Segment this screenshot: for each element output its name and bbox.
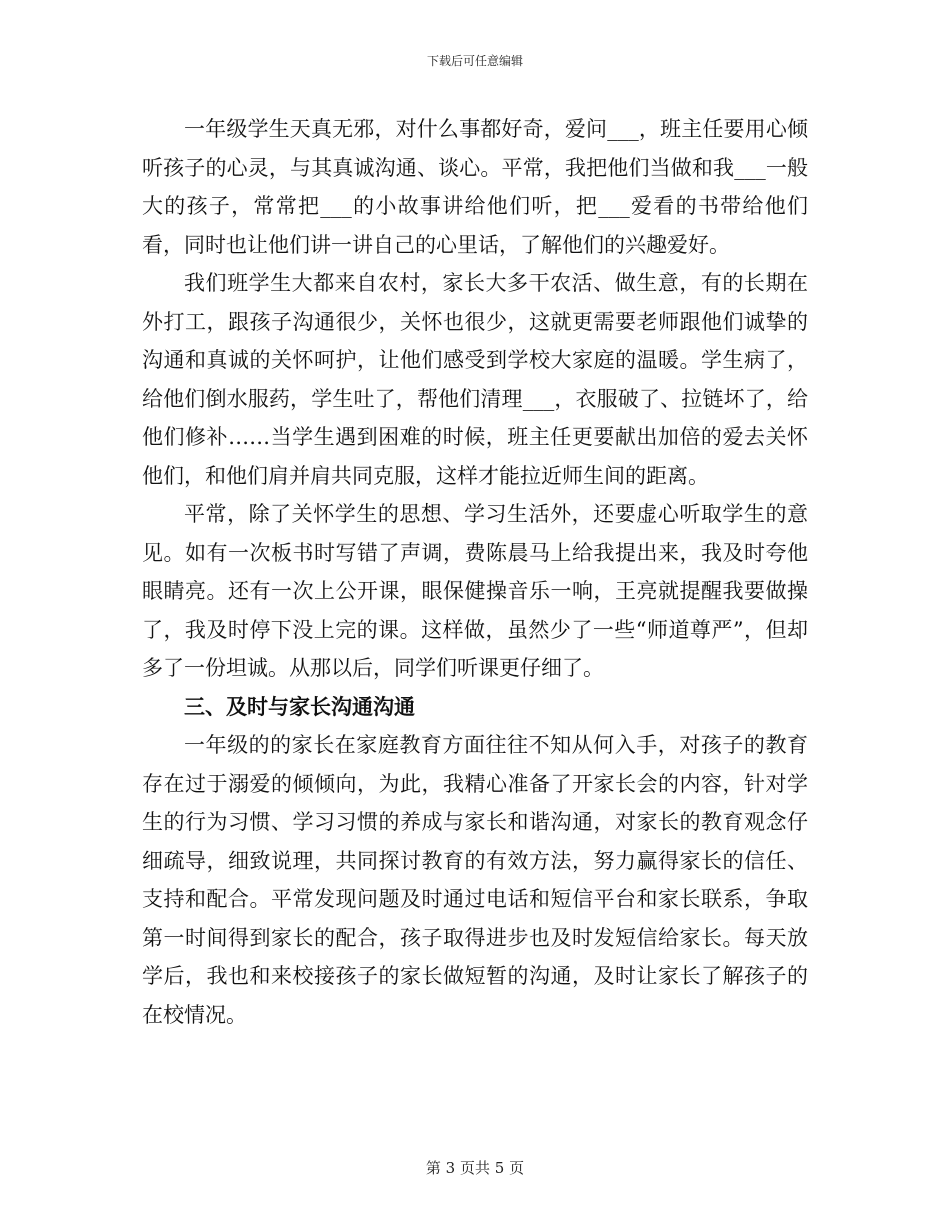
section-heading: 三、及时与家长沟通沟通 <box>184 693 415 719</box>
paragraph: 一年级学生天真无邪，对什么事都好奇，爱问___，班主任要用心倾听孩子的心灵，与其真诚沟通、谈心。平常，我把他们当做和我___一般大的孩子，常常把___的小故事讲给他们听，把___爱看的书带给他们看，同时也让他们讲一讲自己的心里话，了解他们的兴趣爱好。 <box>142 117 808 257</box>
document-body <box>142 110 808 1034</box>
page-header: 下载后可任意编辑 <box>426 54 523 68</box>
paragraph: 平常，除了关怀学生的思想、学习生活外，还要虚心听取学生的意见。如有一次板书时写错了声调，费陈晨马上给我提出来，我及时夸他眼睛亮。还有一次上公开课，眼保健操音乐一响，王亮就提醒我要做操了，我及时停下没上完的课。这样做，虽然少了一些“师道尊严”，但却多了一份坦诚。从那以后，同学们听课更仔细了。 <box>142 502 808 680</box>
paragraph: 我们班学生大都来自农村，家长大多干农活、做生意，有的长期在外打工，跟孩子沟通很少，关怀也很少，这就更需要老师跟他们诚挚的沟通和真诚的关怀呵护，让他们感受到学校大家庭的温暖。学生病了，给他们倒水服药，学生吐了，帮他们清理___，衣服破了、拉链坏了，给他们修补……当学生遇到困难的时候，班主任更要献出加倍的爱去关怀他们，和他们肩并肩共同克服，这样才能拉近师生间的距离。 <box>142 271 808 488</box>
page-number: 第 3 页共 5 页 <box>425 1159 525 1177</box>
paragraph: 一年级的的家长在家庭教育方面往往不知从何入手，对孩子的教育存在过于溺爱的倾倾向，为此，我精心准备了开家长会的内容，针对学生的行为习惯、学习习惯的养成与家长和谐沟通，对家长的教育观念仔细疏导，细致说理，共同探讨教育的有效方法，努力赢得家长的信任、支持和配合。平常发现问题及时通过电话和短信平台和家长联系，争取第一时间得到家长的配合，孩子取得进步也及时发短信给家长。每天放学后，我也和来校接孩子的家长做短暂的沟通，及时让家长了解孩子的在校情况。 <box>142 733 808 1027</box>
